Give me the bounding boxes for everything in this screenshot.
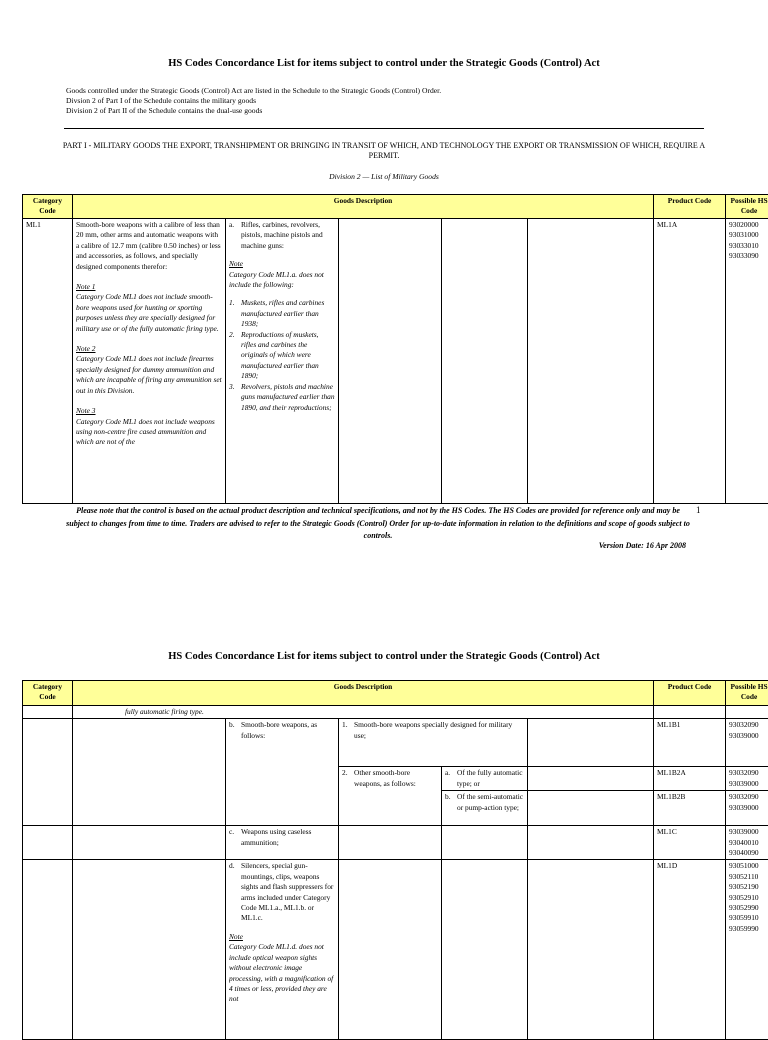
empty-cell [726, 706, 768, 719]
empty-cell [528, 219, 654, 504]
hs-code-cell [726, 767, 768, 791]
note-text: Category Code ML1 does not include weapons using non-centre fire cased ammunition and which are not of the [76, 417, 222, 448]
subitem-cell [442, 791, 528, 826]
hs-code: 93051000 [729, 861, 768, 871]
empty-cell [339, 826, 442, 860]
hs-code: 93052110 [729, 872, 768, 882]
hs-code: 93033090 [729, 251, 768, 261]
subitem-cell [226, 860, 339, 1040]
hs-code: 93039000 [729, 827, 768, 837]
list-marker: 1. [342, 720, 354, 741]
list-marker: d. [229, 861, 241, 923]
header-category-code: Category Code [23, 681, 73, 706]
hs-code: 93032090 [729, 720, 768, 730]
subitem-text: Weapons using caseless ammunition; [241, 827, 335, 848]
goods-table [22, 680, 768, 1040]
empty-cell [528, 826, 654, 860]
header-category-code: Category Code [23, 195, 73, 219]
hs-code: 93052190 [729, 882, 768, 892]
empty-cell [528, 719, 654, 767]
continuation-text: fully automatic firing type. [73, 706, 654, 719]
subitem-cell [339, 719, 528, 767]
note-label: Note 1 [76, 282, 222, 292]
note-label: Note [229, 932, 335, 942]
hs-code-cell [726, 826, 768, 860]
page-title: HS Codes Concordance List for items subject to control under the Strategic Goods (Control) Act [0, 58, 768, 69]
table-row [23, 219, 768, 504]
note-text: Category Code ML1.d. does not include optical weapon sights without electronic image processing, with a magnification of 4 times or less, provided they are not [229, 942, 335, 1004]
product-code-cell: ML1A [654, 219, 726, 504]
empty-cell [73, 826, 226, 860]
note-text: Category Code ML1.a. does not include the following: [229, 270, 335, 291]
subitem-text: Of the fully automatic type; or [457, 768, 524, 789]
hs-code-cell [726, 719, 768, 767]
header-product-code: Product Code [654, 681, 726, 706]
table-row [23, 826, 768, 860]
note-label: Note 2 [76, 344, 222, 354]
subitem-text: Smooth-bore weapons, as follows: [241, 720, 335, 741]
header-goods-description: Goods Description [73, 681, 654, 706]
product-code-cell: ML1B1 [654, 719, 726, 767]
empty-cell [442, 826, 528, 860]
list-marker: 2. [342, 768, 354, 789]
empty-cell [23, 860, 73, 1040]
subitem-cell [226, 826, 339, 860]
category-cell: ML1 [23, 219, 73, 504]
hs-code: 93032090 [729, 792, 768, 802]
intro-line: Divsion 2 of Part I of the Schedule contains the military goods [66, 96, 441, 106]
list-marker: 2. [229, 330, 241, 382]
empty-cell [73, 719, 226, 826]
hs-code: 93059990 [729, 924, 768, 934]
subitem-cell [226, 719, 339, 826]
page-title: HS Codes Concordance List for items subject to control under the Strategic Goods (Control) Act [0, 651, 768, 662]
subitem-cell [442, 767, 528, 791]
note-text: Category Code ML1 does not include smooth-bore weapons used for hunting or sporting purposes unless they are specially designed for military use or of the fully automatic firing type. [76, 292, 222, 334]
version-date: Version Date: 16 Apr 2008 [599, 541, 686, 550]
empty-cell [528, 767, 654, 791]
note-text: Category Code ML1 does not include firearms specially designed for dummy ammunition and which are incapable of firing any ammunition set out in this Division. [76, 354, 222, 396]
list-item: Reproductions of muskets, rifles and carbines the originals of which were manufactured earlier than 1890; [241, 330, 335, 382]
hs-code: 93040090 [729, 848, 768, 858]
hs-code-cell [726, 791, 768, 826]
list-marker: 3. [229, 382, 241, 413]
empty-cell [23, 719, 73, 826]
table-row [23, 860, 768, 1040]
hs-code: 93031000 [729, 230, 768, 240]
subitem-text: Silencers, special gun-mountings, clips, weapons sights and flash suppressers for arms included under Category Code ML1.a., ML1.b. or ML1.c. [241, 861, 335, 923]
list-marker: 1. [229, 298, 241, 329]
hs-code: 93059910 [729, 913, 768, 923]
description-main-cell [73, 219, 226, 504]
list-marker: b. [229, 720, 241, 741]
empty-cell [73, 860, 226, 1040]
subitem-text: Of the semi-automatic or pump-action type; [457, 792, 524, 813]
division-heading: Division 2 — List of Military Goods [0, 172, 768, 181]
table-row [23, 719, 768, 767]
empty-cell [23, 706, 73, 719]
note-label: Note [229, 259, 335, 269]
subitem-text: Other smooth-bore weapons, as follows: [354, 768, 438, 789]
empty-cell [654, 706, 726, 719]
empty-cell [528, 791, 654, 826]
empty-cell [442, 219, 528, 504]
list-marker: c. [229, 827, 241, 848]
subitem-cell [226, 219, 339, 504]
hs-code: 93040010 [729, 838, 768, 848]
header-goods-description: Goods Description [73, 195, 654, 219]
hs-code: 93033010 [729, 241, 768, 251]
list-item: Muskets, rifles and carbines manufactured earlier than 1938; [241, 298, 335, 329]
header-product-code: Product Code [654, 195, 726, 219]
divider [64, 128, 704, 129]
hs-code: 93020000 [729, 220, 768, 230]
intro-text [66, 86, 441, 116]
empty-cell [339, 860, 442, 1040]
hs-code: 93039000 [729, 803, 768, 813]
page-number: 1 [696, 505, 701, 515]
header-hs-code: Possible HS Code [726, 195, 768, 219]
list-marker: a. [229, 220, 241, 251]
intro-line: Division 2 of Part II of the Schedule contains the dual-use goods [66, 106, 441, 116]
list-marker: a. [445, 768, 457, 789]
hs-code: 93052910 [729, 893, 768, 903]
hs-code: 93052990 [729, 903, 768, 913]
product-code-cell: ML1D [654, 860, 726, 1040]
hs-code: 93032090 [729, 768, 768, 778]
goods-table [22, 194, 768, 504]
empty-cell [528, 860, 654, 1040]
product-code-cell: ML1B2B [654, 791, 726, 826]
list-marker: b. [445, 792, 457, 813]
empty-cell [23, 826, 73, 860]
note-label: Note 3 [76, 406, 222, 416]
table-row [23, 706, 768, 719]
footer-disclaimer: Please note that the control is based on the actual product description and technical specifications, and not by the HS Codes. The HS Codes are provided for reference only and may be subject to changes from time to time. Traders are advised to refer to the Strategic Goods (Control) Order for up-to-date information in relation to the definitions and scope of goods subject to controls. [66, 505, 690, 543]
product-code-cell: ML1C [654, 826, 726, 860]
hs-code: 93039000 [729, 731, 768, 741]
subitem-text: Smooth-bore weapons specially designed for military use; [354, 720, 524, 741]
description-text: Smooth-bore weapons with a calibre of less than 20 mm, other arms and automatic weapons with a calibre of 12.7 mm (calibre 0.50 inches) or less and accessories, as follows, and specially designed components therefor: [76, 220, 222, 272]
subitem-cell [339, 767, 442, 826]
subitem-text: Rifles, carbines, revolvers, pistols, machine pistols and machine guns: [241, 220, 335, 251]
part-heading: PART I - MILITARY GOODS THE EXPORT, TRANSHIPMENT OR BRINGING IN TRANSIT OF WHICH, AND TECHNOLOGY THE EXPORT OR TRANSMISSION OF WHICH, REQUIRE A PERMIT. [60, 141, 708, 161]
product-code-cell: ML1B2A [654, 767, 726, 791]
empty-cell [339, 219, 442, 504]
header-hs-code: Possible HS Code [726, 681, 768, 706]
empty-cell [442, 860, 528, 1040]
hs-code-cell [726, 219, 768, 504]
hs-code: 93039000 [729, 779, 768, 789]
intro-line: Goods controlled under the Strategic Goods (Control) Act are listed in the Schedule to the Strategic Goods (Control) Order. [66, 86, 441, 96]
list-item: Revolvers, pistols and machine guns manufactured earlier than 1890, and their reproductions; [241, 382, 335, 413]
hs-code-cell [726, 860, 768, 1040]
